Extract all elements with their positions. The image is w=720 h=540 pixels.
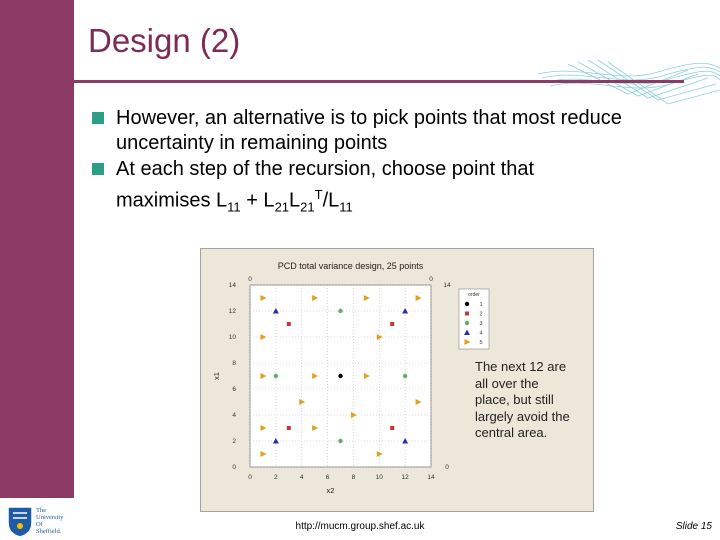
corner-label-top-left: 0 — [248, 276, 252, 283]
x-tick-label: 6 — [325, 474, 330, 481]
bullet-item-1 — [92, 106, 682, 156]
bullet-text-1: However, an alternative is to pick points that most reduce uncertainty in remaining points — [116, 107, 622, 154]
x-tick-label: 4 — [299, 474, 304, 481]
logo-line-1: The — [36, 507, 47, 514]
legend-label: 3 — [479, 321, 483, 327]
figure-caption: The next 12 are all over the place, but still largely avoid the central area. — [475, 359, 570, 440]
data-point — [287, 426, 291, 430]
data-point — [338, 309, 342, 313]
formula-slash: /L — [322, 189, 340, 212]
logo-line-3: Of — [36, 521, 43, 528]
data-point — [390, 426, 394, 430]
legend-label: 5 — [479, 340, 483, 346]
bullet-square-icon — [92, 163, 104, 175]
legend-box — [459, 289, 489, 349]
right-label-bottom: 0 — [445, 464, 449, 471]
formula-sup-t: T — [314, 187, 323, 202]
x-tick-label: 2 — [274, 474, 278, 481]
y-tick-label: 10 — [228, 334, 236, 341]
corner-label-top-right: 0 — [429, 276, 433, 283]
logo-line-2: University — [36, 514, 64, 521]
data-point — [390, 322, 394, 326]
formula-sub-3: 21 — [300, 199, 315, 215]
y-tick-label: 14 — [228, 282, 236, 289]
formula-sub-4: 11 — [339, 199, 353, 215]
formula-sub-1: 11 — [227, 199, 241, 215]
x-axis-label: x2 — [326, 486, 335, 495]
data-point — [338, 439, 342, 443]
formula-plus: + L — [240, 189, 275, 212]
legend-title: order — [468, 292, 480, 298]
data-point — [287, 322, 291, 326]
y-tick-label: 2 — [232, 438, 236, 445]
legend-label: 1 — [479, 302, 483, 308]
slide-number: Slide 15 — [675, 521, 712, 532]
bullet-text-2-line1: At each step of the recursion, choose point that — [116, 158, 535, 180]
slide-title: Design (2) — [88, 22, 241, 59]
title-divider — [74, 80, 684, 83]
x-tick-label: 10 — [375, 474, 383, 481]
footer-url: http://mucm.group.shef.ac.uk — [295, 521, 425, 532]
right-label-top: 14 — [443, 282, 451, 289]
x-tick-label: 12 — [401, 474, 409, 481]
legend-label: 2 — [479, 311, 483, 318]
y-tick-label: 4 — [232, 412, 236, 419]
formula-l3: L — [289, 189, 301, 212]
data-point — [465, 321, 469, 325]
bullet-square-icon — [92, 112, 104, 124]
bullet-list — [92, 106, 682, 221]
x-tick-label: 8 — [351, 474, 356, 481]
bullet-item-2 — [92, 157, 682, 220]
sidebar-band — [0, 0, 74, 540]
y-tick-label: 8 — [232, 360, 236, 367]
data-point — [465, 312, 469, 316]
y-tick-label: 0 — [232, 464, 236, 471]
formula-prefix: maximises L — [116, 189, 228, 212]
chart-title: PCD total variance design, 25 points — [277, 261, 424, 271]
y-axis-label: x1 — [212, 372, 221, 380]
y-tick-label: 12 — [228, 308, 236, 315]
x-tick-label: 0 — [248, 474, 252, 481]
data-point — [338, 374, 342, 378]
y-tick-label: 6 — [232, 386, 236, 393]
logo-line-4: Sheffield. — [36, 528, 62, 535]
data-point — [403, 374, 407, 378]
data-point — [274, 374, 278, 378]
legend-label: 4 — [479, 330, 483, 337]
data-point — [465, 302, 469, 306]
formula-sub-2: 21 — [274, 199, 290, 215]
x-tick-label: 14 — [427, 474, 435, 481]
